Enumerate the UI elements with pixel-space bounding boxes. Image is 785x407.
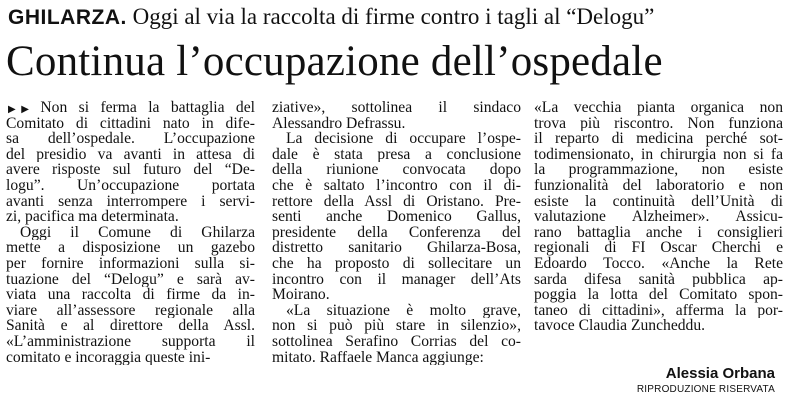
text-line-content: regionali di FI Oscar Cherchi e bbox=[534, 240, 783, 256]
text-line bbox=[272, 287, 521, 303]
kicker bbox=[8, 2, 783, 33]
text-line-content: tavoce Claudia Zuncheddu. bbox=[534, 318, 706, 334]
text-line-content: «La situazione è molto grave, bbox=[286, 302, 521, 319]
kicker-place: GHILARZA. bbox=[8, 6, 127, 29]
text-line bbox=[272, 194, 521, 210]
text-line-content: rano battaglia anche i consiglieri bbox=[534, 224, 783, 241]
text-line-content: funzionalità del laboratorio e non bbox=[534, 177, 783, 194]
text-line bbox=[272, 318, 521, 334]
text-line-content: Alessandro Defrassu. bbox=[272, 115, 406, 132]
author-byline: Alessia Orbana bbox=[665, 365, 775, 382]
text-line bbox=[6, 272, 255, 288]
text-line-content: tuazione del “Delogu” e sarà av- bbox=[6, 271, 255, 288]
text-line bbox=[272, 131, 521, 147]
text-line-content: del presidio va avanti in attesa di bbox=[6, 146, 255, 163]
text-line bbox=[6, 287, 255, 303]
text-line bbox=[534, 162, 783, 178]
text-line-content: esiste la continuità dell’Unità di bbox=[534, 193, 783, 210]
text-line-content: mitato. Raffaele Manca aggiunge: bbox=[272, 349, 484, 366]
text-line bbox=[534, 256, 783, 272]
text-line-content: trova più riscontro. Non funziona bbox=[534, 115, 783, 132]
text-line bbox=[6, 350, 255, 366]
text-line-content: senti anche Domenico Gallus, bbox=[272, 209, 521, 225]
text-line-content: incontro con il manager dell’Ats bbox=[272, 271, 521, 288]
text-line bbox=[6, 116, 255, 132]
rights-notice: RIPRODUZIONE RISERVATA bbox=[636, 384, 775, 395]
text-line bbox=[6, 318, 255, 334]
double-arrow-icon: ▶▶ bbox=[8, 104, 35, 115]
text-line bbox=[6, 225, 255, 241]
text-line-content: della riunione convocata dopo bbox=[272, 162, 521, 178]
text-line bbox=[6, 100, 255, 116]
text-line bbox=[534, 240, 783, 256]
article-column-1 bbox=[6, 100, 255, 365]
text-line-content: sarda difesa sanità pubblica ap- bbox=[534, 271, 783, 288]
text-line-content: che ha proposto di sollecitare un bbox=[272, 255, 521, 272]
text-line-content: comitato e incoraggia queste ini- bbox=[6, 349, 211, 366]
text-line bbox=[534, 287, 783, 303]
text-line bbox=[534, 209, 783, 225]
headline: Continua l’occupazione dell’ospedale bbox=[6, 38, 663, 85]
article-column-3 bbox=[534, 100, 783, 334]
text-line-content: viata una raccolta di firme da in- bbox=[6, 287, 255, 303]
kicker-text: Oggi al via la raccolta di firme contro i tagli al “Delogu” bbox=[132, 4, 655, 29]
text-line-content: rettore della Assl di Oristano. Pre- bbox=[272, 193, 521, 210]
text-line bbox=[534, 147, 783, 163]
text-line bbox=[6, 147, 255, 163]
text-line bbox=[272, 350, 521, 366]
text-line-content: viare all’assessore regionale alla bbox=[6, 302, 255, 319]
text-line bbox=[6, 303, 255, 319]
text-line bbox=[272, 116, 521, 132]
text-line-content: non si può più stare in silenzio», bbox=[272, 318, 521, 334]
text-line bbox=[6, 209, 255, 225]
text-line-content: valutazione Alzheimer». Assicu- bbox=[534, 209, 783, 225]
text-line bbox=[6, 131, 255, 147]
text-line-content: avere risposte sul futuro del “De- bbox=[6, 162, 255, 178]
article-column-2 bbox=[272, 100, 521, 365]
text-line-content: ziative», sottolinea il sindaco bbox=[272, 100, 521, 116]
text-line bbox=[534, 178, 783, 194]
text-line-content: Moirano. bbox=[272, 287, 330, 303]
text-line-content: presidente della Conferenza del bbox=[272, 224, 521, 241]
text-line-content: Non si ferma la battaglia del bbox=[40, 100, 255, 116]
text-line-content: sottolinea Serafino Corrias del co- bbox=[272, 333, 521, 350]
text-line bbox=[534, 100, 783, 116]
text-line bbox=[6, 178, 255, 194]
text-line-content: Comitato di cittadini nato in dife- bbox=[6, 115, 255, 132]
text-line bbox=[6, 256, 255, 272]
text-line bbox=[272, 209, 521, 225]
text-line-content: che è saltato l’incontro con il di- bbox=[272, 177, 521, 194]
text-line bbox=[272, 256, 521, 272]
text-line bbox=[272, 147, 521, 163]
text-line-content: «L’amministrazione supporta il bbox=[6, 333, 255, 350]
text-line bbox=[272, 272, 521, 288]
text-line-content: Edoardo Tocco. «Anche la Rete bbox=[534, 255, 783, 272]
text-line-content: Sanità e al direttore della Assl. bbox=[6, 318, 255, 334]
text-line bbox=[534, 116, 783, 132]
text-line bbox=[272, 303, 521, 319]
text-line bbox=[272, 162, 521, 178]
text-line bbox=[272, 100, 521, 116]
text-line-content: zi, pacifica ma determinata. bbox=[6, 209, 179, 225]
text-line bbox=[534, 225, 783, 241]
text-line-content: logu”. Un’occupazione portata bbox=[6, 177, 255, 194]
text-line bbox=[534, 194, 783, 210]
text-line-content: distretto sanitario Ghilarza-Bosa, bbox=[272, 240, 521, 256]
text-line-content: poggia la lotta del Comitato spon- bbox=[534, 287, 783, 303]
text-line-content: avanti senza interrompere i servi- bbox=[6, 193, 255, 210]
text-line bbox=[6, 240, 255, 256]
text-line-content: taneo di cittadini», afferma la por- bbox=[534, 302, 783, 319]
text-line bbox=[534, 131, 783, 147]
text-line bbox=[534, 303, 783, 319]
text-line bbox=[6, 334, 255, 350]
text-line-content: il reparto di medicina perché sot- bbox=[534, 131, 783, 147]
text-line-content: dale è stata presa a conclusione bbox=[272, 146, 521, 163]
text-line-content: La decisione di occupare l’ospe- bbox=[286, 131, 521, 147]
text-line bbox=[534, 318, 783, 334]
text-line bbox=[272, 334, 521, 350]
text-line-content: «La vecchia pianta organica non bbox=[534, 100, 783, 116]
text-line-content: sa dell’ospedale. L’occupazione bbox=[6, 131, 255, 147]
text-line bbox=[6, 194, 255, 210]
text-line-content: mette a disposizione un gazebo bbox=[6, 240, 255, 256]
text-line-content: todimensionato, in chirurgia non si fa bbox=[534, 146, 783, 163]
text-line-content: la programmazione, non esiste bbox=[534, 162, 783, 178]
text-line bbox=[534, 272, 783, 288]
text-line-content: per fornire informazioni sulla si- bbox=[6, 255, 255, 272]
text-line bbox=[272, 240, 521, 256]
text-line bbox=[272, 178, 521, 194]
text-line bbox=[6, 162, 255, 178]
text-line bbox=[272, 225, 521, 241]
text-line-content: Oggi il Comune di Ghilarza bbox=[20, 224, 255, 241]
